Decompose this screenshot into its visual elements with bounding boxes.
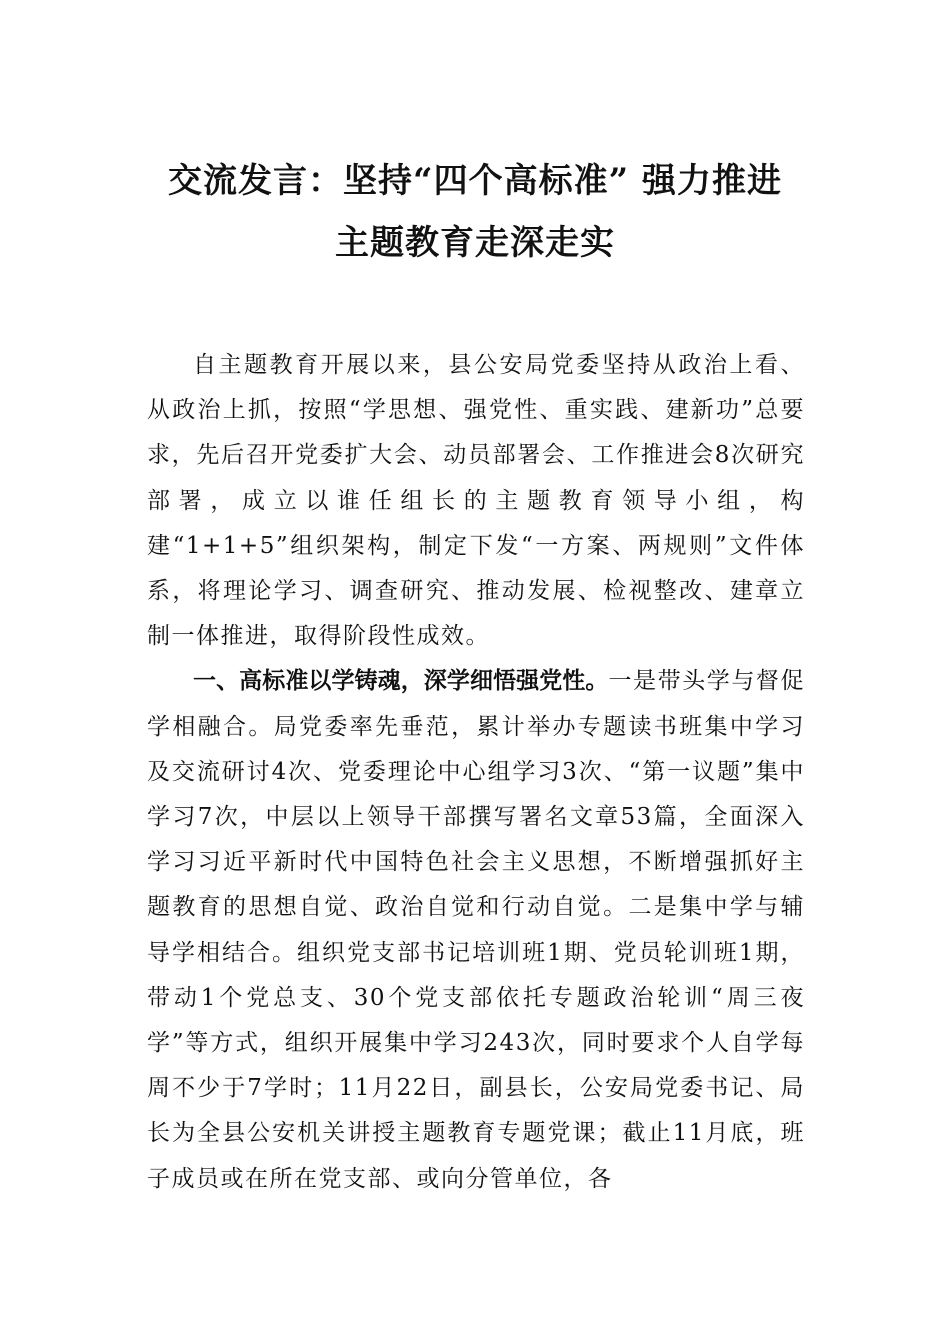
- intro-paragraph: 自主题教育开展以来，县公安局党委坚持从政治上看、从政治上抓，按照“学思想、强党性、重实践、建新功”总要求，先后召开党委扩大会、动员部署会、工作推进会8次研究部署，成立以谁任组长的主题教育领导小组，构建“1+1+5”组织架构，制定下发“一方案、两规则”文件体系，将理论学习、调查研究、推动发展、检视整改、建章立制一体推进，取得阶段性成效。: [147, 352, 805, 650]
- section-1-paragraph: [147, 659, 805, 1201]
- section-1-heading: 一、高标准以学铸魂，深学细悟强党性。: [193, 668, 609, 695]
- title-line-1: 交流发言：坚持“四个高标准” 强力推进: [168, 161, 782, 201]
- section-1-body: 一是带头学与督促学相融合。局党委率先垂范，累计举办专题读书班集中学习及交流研讨4次、党委理论中心组学习3次、“第一议题”集中学习7次，中层以上领导干部撰写署名文章53篇，全面深入学习习近平新时代中国特色社会主义思想，不断增强抓好主题教育的思想自觉、政治自觉和行动自觉。二是集中学与辅导学相结合。组织党支部书记培训班1期、党员轮训班1期，带动1个党总支、30个党支部依托专题政治轮训“周三夜学”等方式，组织开展集中学习243次，同时要求个人自学每周不少于7学时；11月22日，副县长，公安局党委书记、局长为全县公安机关讲授主题教育专题党课；截止11月底，班子成员或在所在党支部、或向分管单位，各: [147, 668, 806, 1192]
- document-body: [147, 343, 805, 1202]
- document-title: [100, 150, 850, 274]
- title-line-2: 主题教育走深走实: [335, 223, 615, 263]
